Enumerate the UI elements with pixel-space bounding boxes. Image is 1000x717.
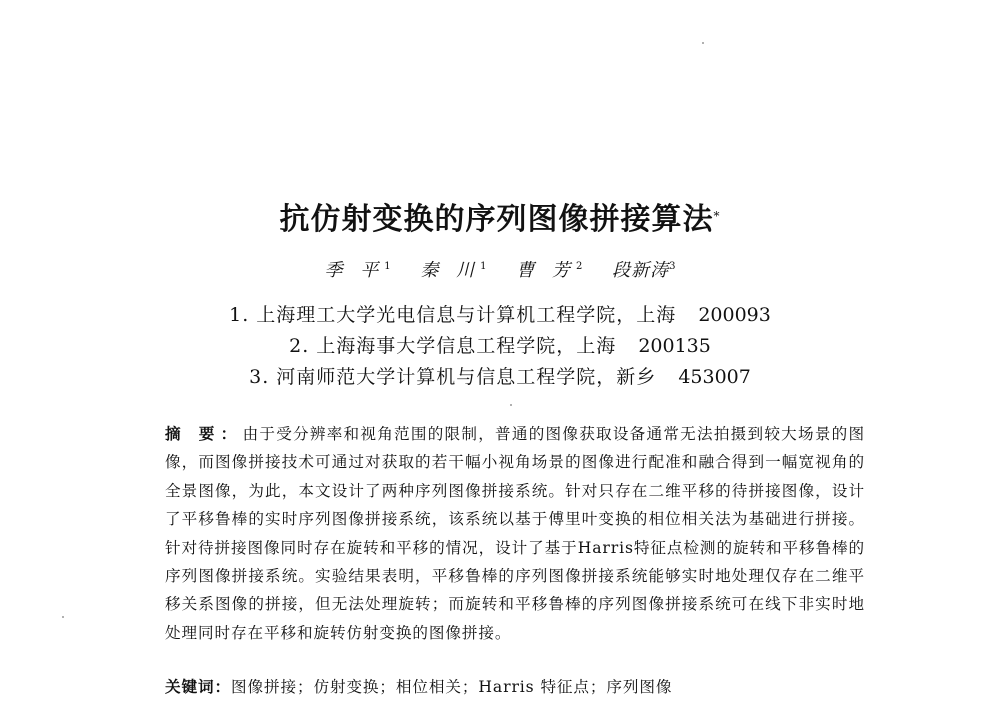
affiliation-text: 3. 河南师范大学计算机与信息工程学院，新乡 xyxy=(249,366,657,388)
abstract-label: 摘 要： xyxy=(165,425,243,443)
author-affil-mark: 1 xyxy=(480,261,487,272)
author xyxy=(325,258,391,284)
scan-speck xyxy=(62,616,64,618)
affiliation xyxy=(0,300,1000,331)
author-name: 曹 芳 xyxy=(516,260,576,281)
author-affil-mark: 1 xyxy=(384,261,391,272)
paper-title xyxy=(0,200,1000,240)
affiliation xyxy=(0,362,1000,393)
title-text: 抗仿射变换的序列图像拼接算法 xyxy=(279,202,714,237)
postal-code: 200135 xyxy=(638,335,711,357)
scan-speck xyxy=(510,404,512,406)
title-footnote-mark: * xyxy=(713,209,721,223)
affiliation-text: 1. 上海理工大学光电信息与计算机工程学院，上海 xyxy=(229,304,677,326)
affiliation xyxy=(0,331,1000,362)
abstract-text: 由于受分辨率和视角范围的限制，普通的图像获取设备通常无法拍摄到较大场景的图像，而图像拼接技术可通过对获取的若干幅小视角场景的图像进行配准和融合得到一幅宽视角的全景图像，为此，本文设计了两种序列图像拼接系统。针对只存在二维平移的待拼接图像，设计了平移鲁棒的实时序列图像拼接系统，该系统以基于傅里叶变换的相位相关法为基础进行拼接。针对待拼接图像同时存在旋转和平移的情况，设计了基于Harris特征点检测的旋转和平移鲁棒的序列图像拼接系统。实验结果表明，平移鲁棒的序列图像拼接系统能够实时地处理仅存在二维平移关系图像的拼接，但无法处理旋转；而旋转和平移鲁棒的序列图像拼接系统可在线下非实时地处理同时存在平移和旋转仿射变换的图像拼接。 xyxy=(165,425,865,642)
affiliation-text: 2. 上海海事大学信息工程学院，上海 xyxy=(289,335,617,357)
author xyxy=(612,258,675,284)
author-name: 秦 川 xyxy=(420,260,481,281)
author-affil-mark: 2 xyxy=(575,261,583,272)
postal-code: 200093 xyxy=(698,304,771,326)
author xyxy=(420,258,486,284)
abstract xyxy=(165,420,865,647)
postal-code: 453007 xyxy=(678,366,751,388)
author xyxy=(516,258,582,284)
keywords-text: 图像拼接；仿射变换；相位相关；Harris 特征点；序列图像 xyxy=(230,678,673,696)
affiliation-list xyxy=(0,300,1000,393)
author-name: 段新涛 xyxy=(612,260,670,281)
author-name: 季 平 xyxy=(324,260,385,281)
author-list xyxy=(0,258,1000,284)
author-affil-mark: 3 xyxy=(669,261,676,272)
keywords-label: 关键词： xyxy=(165,678,231,696)
scan-speck xyxy=(702,42,704,44)
keywords xyxy=(165,675,865,699)
